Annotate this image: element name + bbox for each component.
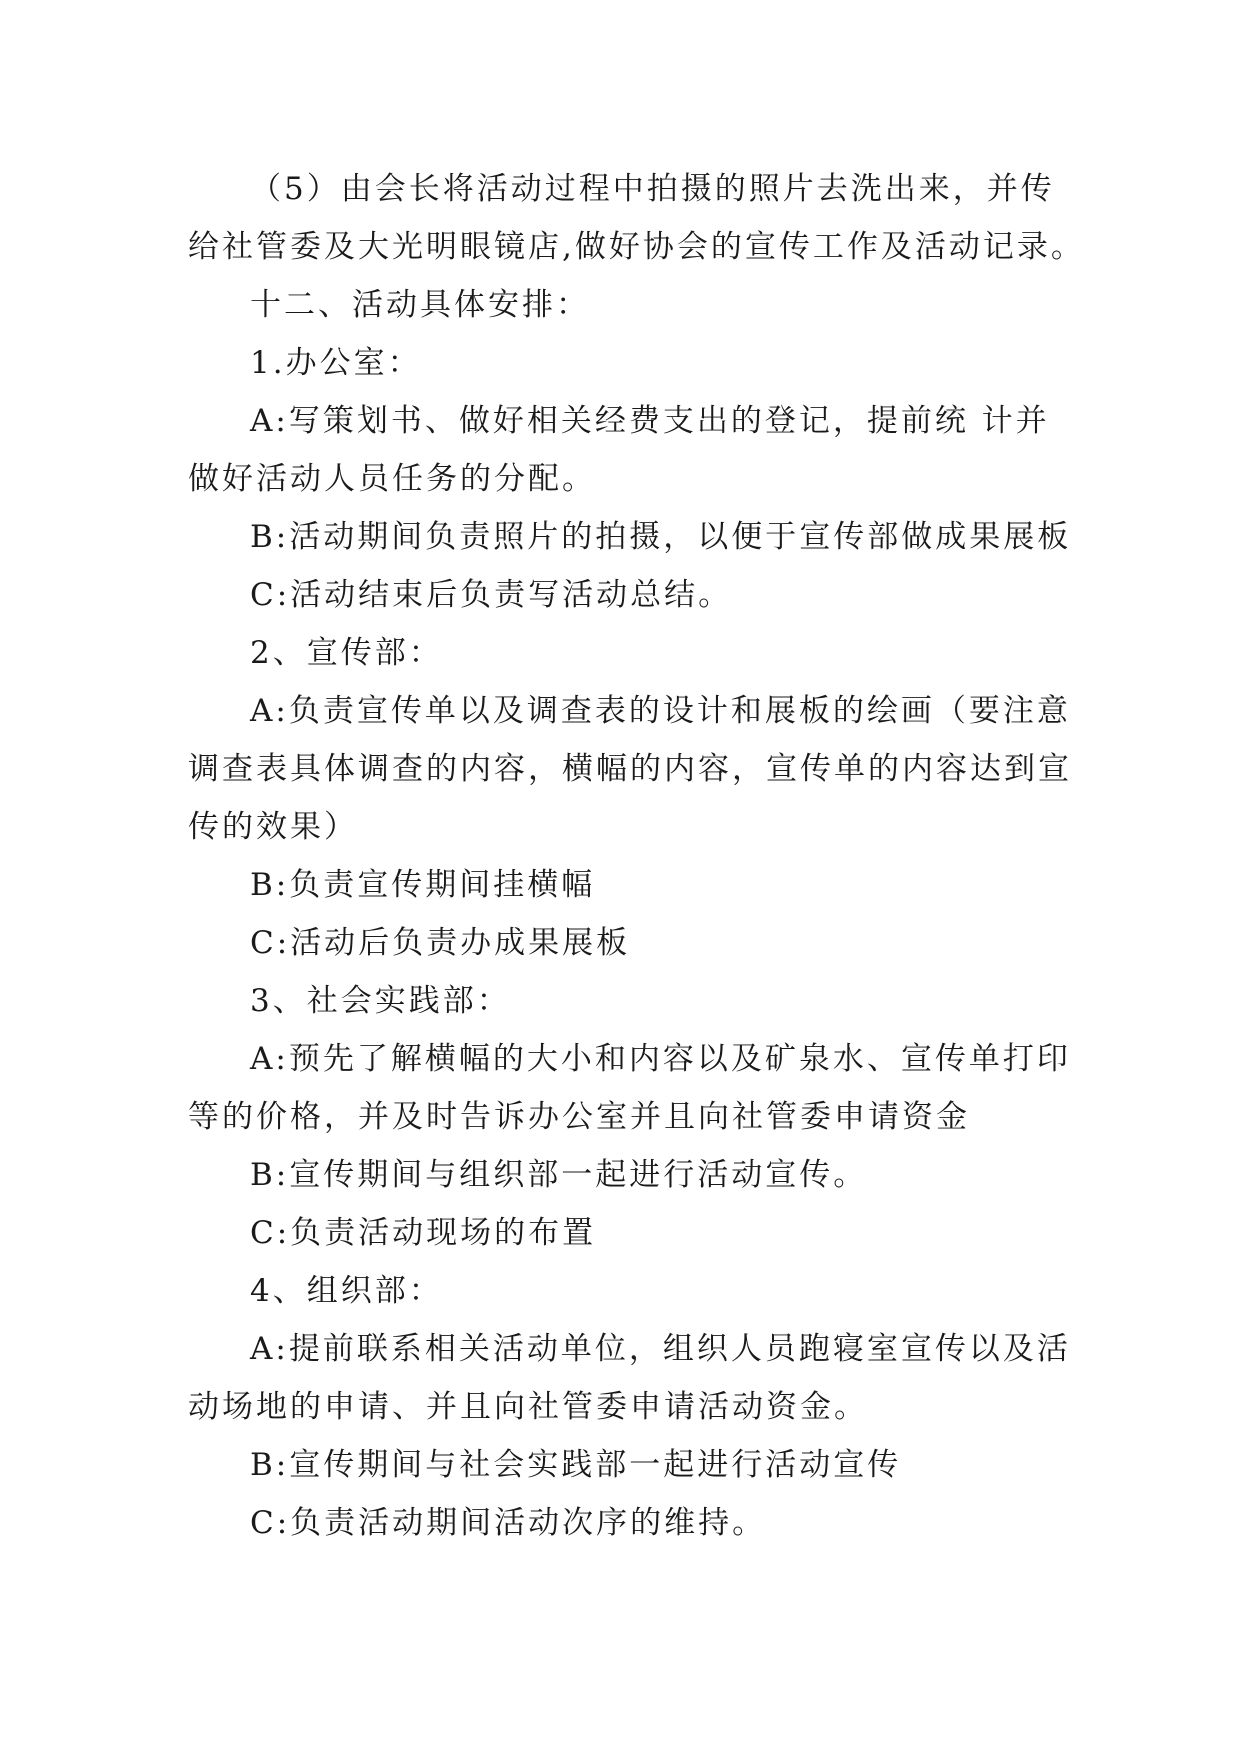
subsection-heading-social-practice: 3、社会实践部： [250,983,511,1019]
paragraph-line: C:活动后负责办成果展板 [250,925,631,961]
paragraph-line: C:活动结束后负责写活动总结。 [250,577,733,613]
paragraph-line: B:负责宣传期间挂横幅 [250,867,596,903]
document-body [188,160,1085,1552]
paragraph-line: 做好活动人员任务的分配。 [188,461,596,497]
subsection-heading-organization: 4、组织部： [250,1273,443,1309]
paragraph-line: C:负责活动期间活动次序的维持。 [250,1505,767,1541]
paragraph-line: B:宣传期间与社会实践部一起进行活动宣传 [250,1447,902,1483]
paragraph-line: （5）由会长将活动过程中拍摄的照片去洗出来，并传 [250,171,1055,207]
paragraph-line: 给社管委及大光明眼镜店,做好协会的宣传工作及活动记录。 [188,229,1085,265]
paragraph-line: 等的价格，并及时告诉办公室并且向社管委申请资金 [188,1099,970,1135]
paragraph-line: A:写策划书、做好相关经费支出的登记，提前统 计并 [250,403,1050,439]
paragraph-line: 传的效果） [188,809,358,845]
paragraph-line: B:活动期间负责照片的拍摄，以便于宣传部做成果展板 [250,519,1072,555]
section-heading: 十二、活动具体安排： [250,287,590,323]
paragraph-line: A:预先了解横幅的大小和内容以及矿泉水、宣传单打印 [250,1041,1071,1077]
paragraph-line: B:宣传期间与组织部一起进行活动宣传。 [250,1157,868,1193]
paragraph-line: 调查表具体调查的内容，横幅的内容，宣传单的内容达到宣 [188,751,1072,787]
paragraph-line: A:提前联系相关活动单位，组织人员跑寝室宣传以及活 [250,1331,1071,1367]
subsection-heading-publicity: 2、宣传部： [250,635,443,671]
subsection-heading-office: 1.办公室： [250,345,422,381]
paragraph-line: 动场地的申请、并且向社管委申请活动资金。 [188,1389,868,1425]
paragraph-line: C:负责活动现场的布置 [250,1215,597,1251]
paragraph-line: A:负责宣传单以及调查表的设计和展板的绘画（要注意 [250,693,1071,729]
